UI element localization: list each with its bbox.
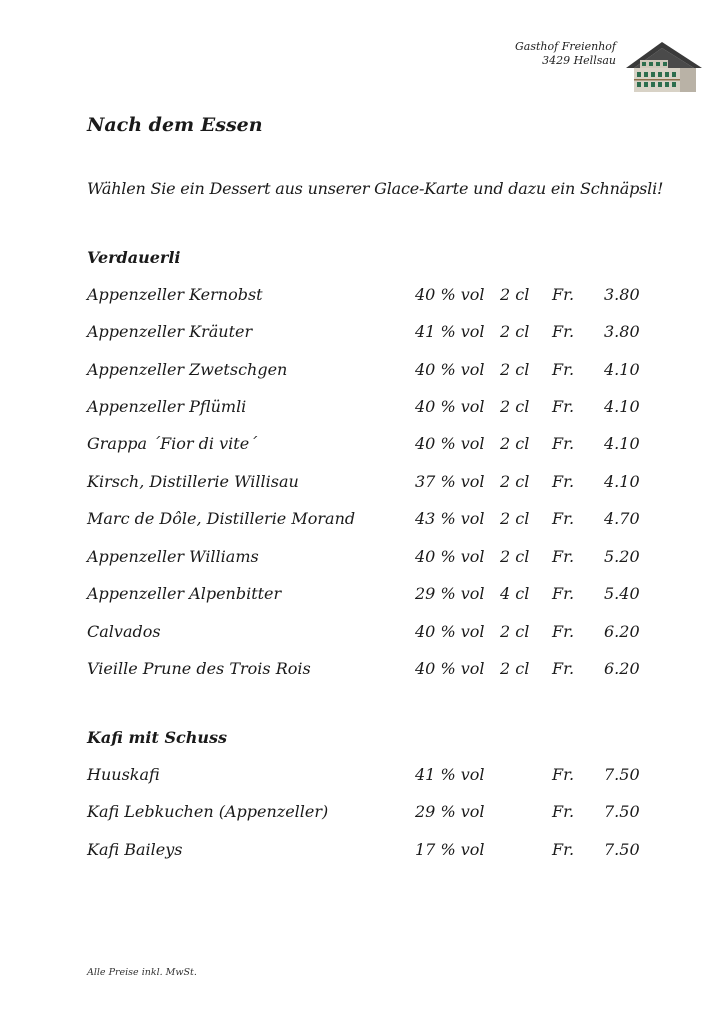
- menu-item: Kafi Baileys 17 % vol Fr. 7.50: [87, 840, 640, 859]
- section-title-kafi-mit-schuss: Kafi mit Schuss: [87, 728, 228, 747]
- section-title-verdauerli: Verdauerli: [87, 248, 181, 267]
- menu-item: Kafi Lebkuchen (Appenzeller) 29 % vol Fr. 7.50: [87, 802, 640, 821]
- intro-text: Wählen Sie ein Dessert aus unserer Glace-Karte und dazu ein Schnäpsli!: [87, 179, 664, 198]
- house-icon: [624, 40, 704, 94]
- menu-item: Grappa ´Fior di vite´ 40 % vol 2 cl Fr. 4.10: [87, 434, 640, 453]
- footer-note: Alle Preise inkl. MwSt.: [87, 967, 197, 978]
- menu-item: Huuskafi 41 % vol Fr. 7.50: [87, 765, 640, 784]
- business-name: Gasthof Freienhof: [515, 40, 616, 53]
- business-address: 3429 Hellsau: [542, 54, 616, 67]
- menu-item: Appenzeller Kräuter 41 % vol 2 cl Fr. 3.80: [87, 322, 640, 341]
- menu-item: Kirsch, Distillerie Willisau 37 % vol 2 cl Fr. 4.10: [87, 472, 640, 491]
- menu-item: Calvados 40 % vol 2 cl Fr. 6.20: [87, 622, 640, 641]
- menu-item: Vieille Prune des Trois Rois 40 % vol 2 cl Fr. 6.20: [87, 659, 640, 678]
- menu-item: Appenzeller Alpenbitter 29 % vol 4 cl Fr. 5.40: [87, 584, 640, 603]
- business-header: [500, 40, 616, 68]
- page-title: Nach dem Essen: [87, 114, 263, 136]
- menu-item: Appenzeller Pflümli 40 % vol 2 cl Fr. 4.10: [87, 397, 640, 416]
- menu-item: Marc de Dôle, Distillerie Morand 43 % vol 2 cl Fr. 4.70: [87, 509, 640, 528]
- menu-item: Appenzeller Williams 40 % vol 2 cl Fr. 5.20: [87, 547, 640, 566]
- menu-item: Appenzeller Zwetschgen 40 % vol 2 cl Fr. 4.10: [87, 360, 640, 379]
- menu-item: Appenzeller Kernobst 40 % vol 2 cl Fr. 3.80: [87, 285, 640, 304]
